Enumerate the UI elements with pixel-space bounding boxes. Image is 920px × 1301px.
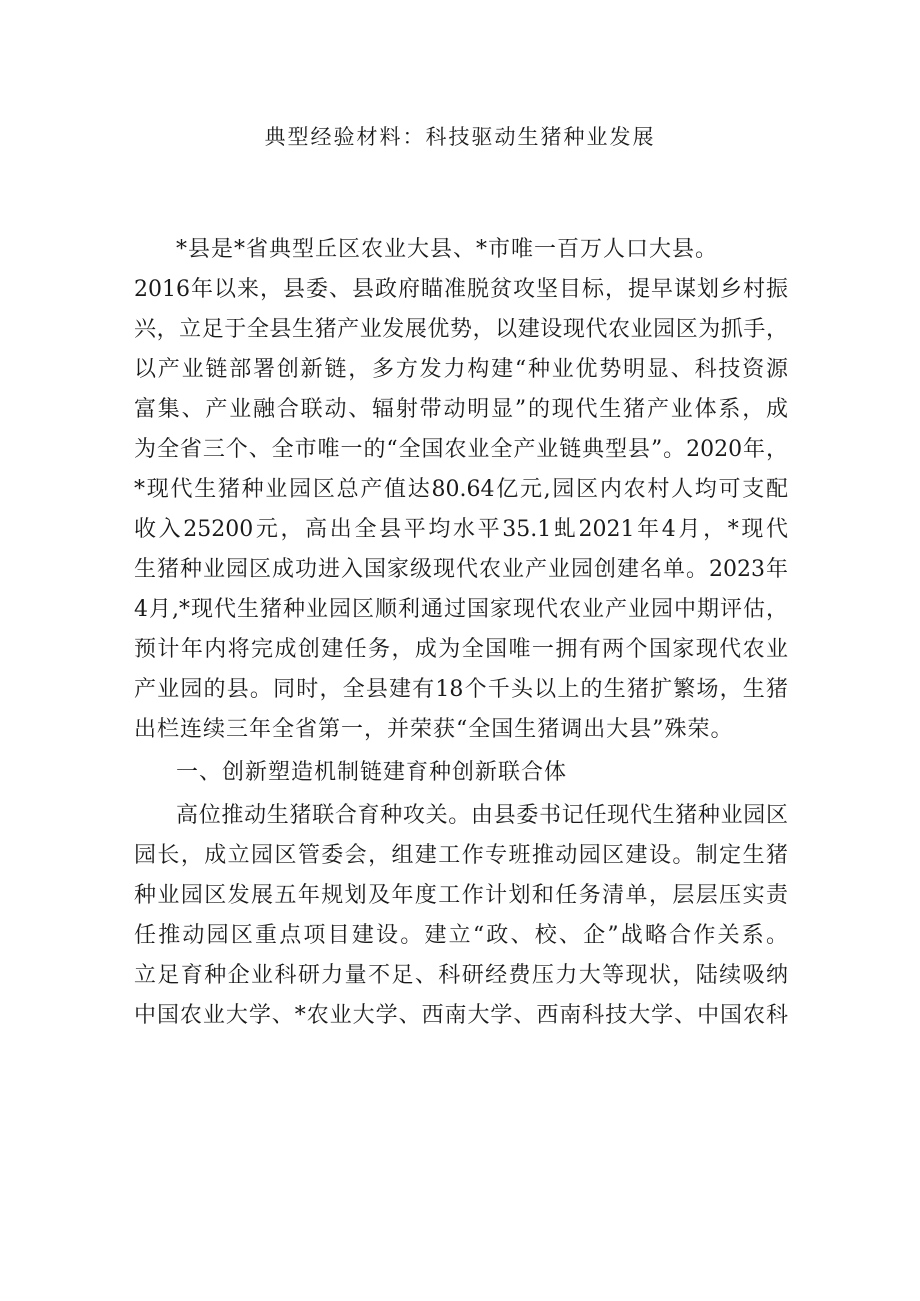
paragraph-line: *县是*省典型丘区农业大县、*市唯一百万人口大县。 xyxy=(176,237,719,262)
paragraph-line: 兴，立足于全县生猪产业发展优势，以建设现代农业园区为抓手， xyxy=(134,317,788,342)
paragraph-line: 预计年内将完成创建任务，成为全国唯一拥有两个国家现代农业 xyxy=(134,637,788,662)
paragraph-line: 收入25200元，高出全县平均水平35.1虬2021年4月，*现代 xyxy=(134,517,788,542)
paragraph-line: 2016年以来，县委、县政府瞄准脱贫攻坚目标，提早谋划乡村振 xyxy=(134,277,788,302)
paragraph-line: 富集、产业融合联动、辐射带动明显”的现代生猪产业体系，成 xyxy=(134,397,788,422)
paragraph-line: 4月,*现代生猪种业园区顺利通过国家现代农业产业园中期评估， xyxy=(134,597,788,622)
paragraph-line: 立足育种企业科研力量不足、科研经费压力大等现状，陆续吸纳 xyxy=(134,963,788,988)
paragraph-line: 以产业链部署创新链，多方发力构建“种业优势明显、科技资源 xyxy=(134,357,788,382)
paragraph-line: 产业园的县。同时，全县建有18个千头以上的生猪扩繁场，生猪 xyxy=(134,677,788,702)
paragraph-line: 中国农业大学、*农业大学、西南大学、西南科技大学、中国农科 xyxy=(134,1003,788,1028)
paragraph-line: 园长，成立园区管委会，组建工作专班推动园区建设。制定生猪 xyxy=(134,843,788,868)
paragraph-line: 高位推动生猪联合育种攻关。由县委书记任现代生猪种业园区 xyxy=(176,803,788,828)
paragraph-line: 任推动园区重点项目建设。建立“政、校、企”战略合作关系。 xyxy=(134,923,788,948)
paragraph-line: 出栏连续三年全省第一，并荣获“全国生猪调出大县”殊荣。 xyxy=(134,717,734,742)
document-title: 典型经验材料：科技驱动生猪种业发展 xyxy=(264,125,656,149)
paragraph-line: *现代生猪种业园区总产值达80.64亿元,园区内农村人均可支配 xyxy=(134,477,788,502)
paragraph-line: 生猪种业园区成功进入国家级现代农业产业园创建名单。2023年 xyxy=(134,557,788,582)
paragraph-line: 种业园区发展五年规划及年度工作计划和任务清单，层层压实责 xyxy=(134,883,788,908)
section-heading: 一、创新塑造机制链建育种创新联合体 xyxy=(176,760,568,785)
paragraph-line: 为全省三个、全市唯一的“全国农业全产业链典型县”。2020年， xyxy=(134,437,788,462)
